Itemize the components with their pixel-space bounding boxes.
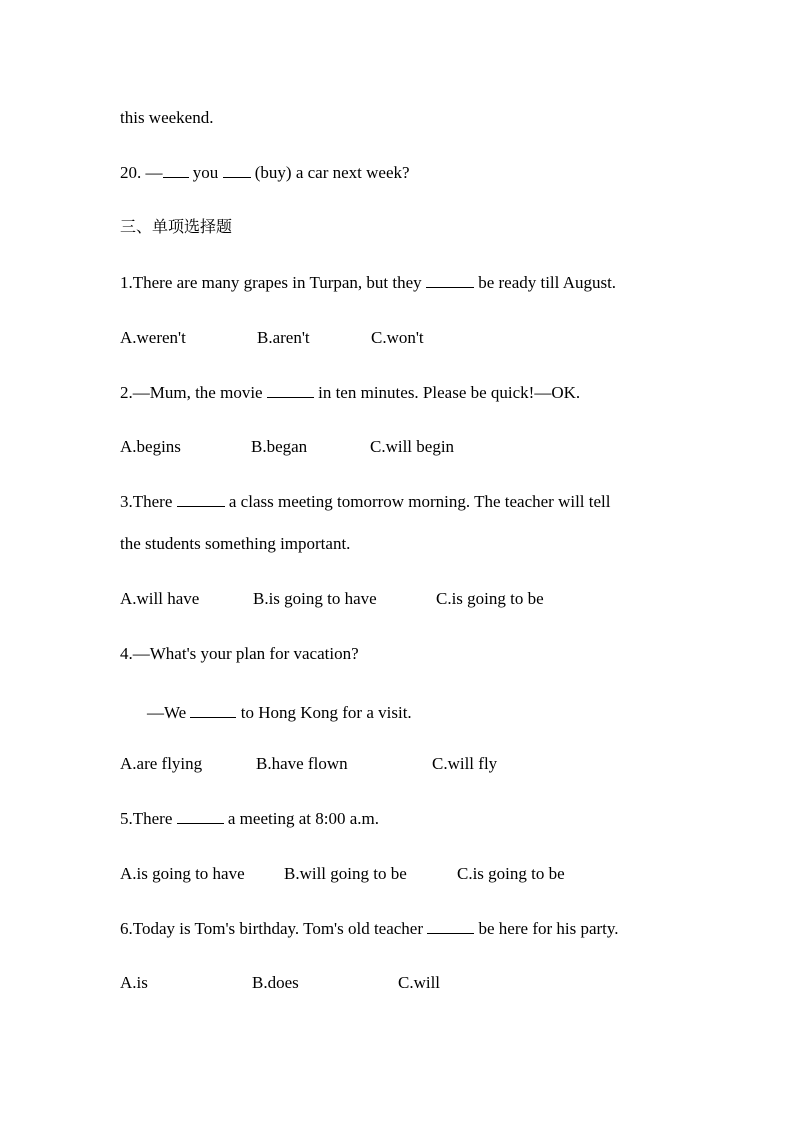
q6-option-b: B.does <box>252 973 299 992</box>
q1-option-c: C.won't <box>371 328 424 347</box>
answer-blank <box>163 163 189 178</box>
q5-option-b: B.will going to be <box>284 864 407 883</box>
question-5 <box>120 809 379 829</box>
q2-option-a: A.begins <box>120 437 181 456</box>
question-3-continued <box>120 534 350 554</box>
q5-text-pre: 5.There <box>120 809 177 828</box>
question-2 <box>120 383 580 403</box>
q6-text-pre: 6.Today is Tom's birthday. Tom's old teacher <box>120 919 428 938</box>
q3-text-cont: the students something important. <box>120 534 351 553</box>
q20-end: (buy) a car next week? <box>250 163 410 182</box>
text-line-this-weekend <box>120 108 213 128</box>
answer-blank <box>427 919 474 934</box>
question-4 <box>120 644 359 664</box>
q2-text-post: in ten minutes. Please be quick!—OK. <box>313 383 581 402</box>
q3-option-a: A.will have <box>120 589 200 608</box>
question-1 <box>120 273 616 293</box>
q4-text-line1: 4.—What's your plan for vacation? <box>120 644 359 663</box>
q1-option-b: B.aren't <box>257 328 310 347</box>
q5-option-a: A.is going to have <box>120 864 245 883</box>
q3-text-pre: 3.There <box>120 492 177 511</box>
q4-option-c: C.will fly <box>432 754 498 773</box>
q4-option-b: B.have flown <box>256 754 348 773</box>
answer-blank <box>223 163 251 178</box>
question-3 <box>120 492 611 512</box>
q5-option-c: C.is going to be <box>457 864 565 883</box>
line-text: this weekend. <box>120 108 214 127</box>
answer-blank <box>190 703 236 718</box>
q3-text-post: a class meeting tomorrow morning. The teacher will tell <box>224 492 611 511</box>
q6-option-a: A.is <box>120 973 148 992</box>
answer-blank <box>267 383 314 398</box>
q2-option-b: B.began <box>251 437 308 456</box>
question-6 <box>120 919 619 939</box>
q4-text-post: to Hong Kong for a visit. <box>236 703 412 722</box>
answer-blank <box>177 809 224 824</box>
section-title: 三、单项选择题 <box>120 217 233 236</box>
q6-text-post: be here for his party. <box>474 919 619 938</box>
q1-option-a: A.weren't <box>120 328 186 347</box>
q20-number: 20. — <box>120 163 163 182</box>
answer-blank <box>426 273 474 288</box>
q4-option-a: A.are flying <box>120 754 203 773</box>
q6-option-c: C.will <box>398 973 441 992</box>
q2-text-pre: 2.—Mum, the movie <box>120 383 267 402</box>
q1-text-post: be ready till August. <box>473 273 617 292</box>
q20-middle: you <box>188 163 223 182</box>
q1-text-pre: 1.There are many grapes in Turpan, but they <box>120 273 426 292</box>
q5-text-post: a meeting at 8:00 a.m. <box>223 809 379 828</box>
q4-text-pre: —We <box>147 703 191 722</box>
section-heading <box>120 217 232 237</box>
answer-blank <box>177 492 225 507</box>
q2-option-c: C.will begin <box>370 437 455 456</box>
q3-option-b: B.is going to have <box>253 589 377 608</box>
question-20 <box>120 163 410 183</box>
question-4-reply <box>147 703 412 723</box>
q3-option-c: C.is going to be <box>436 589 544 608</box>
